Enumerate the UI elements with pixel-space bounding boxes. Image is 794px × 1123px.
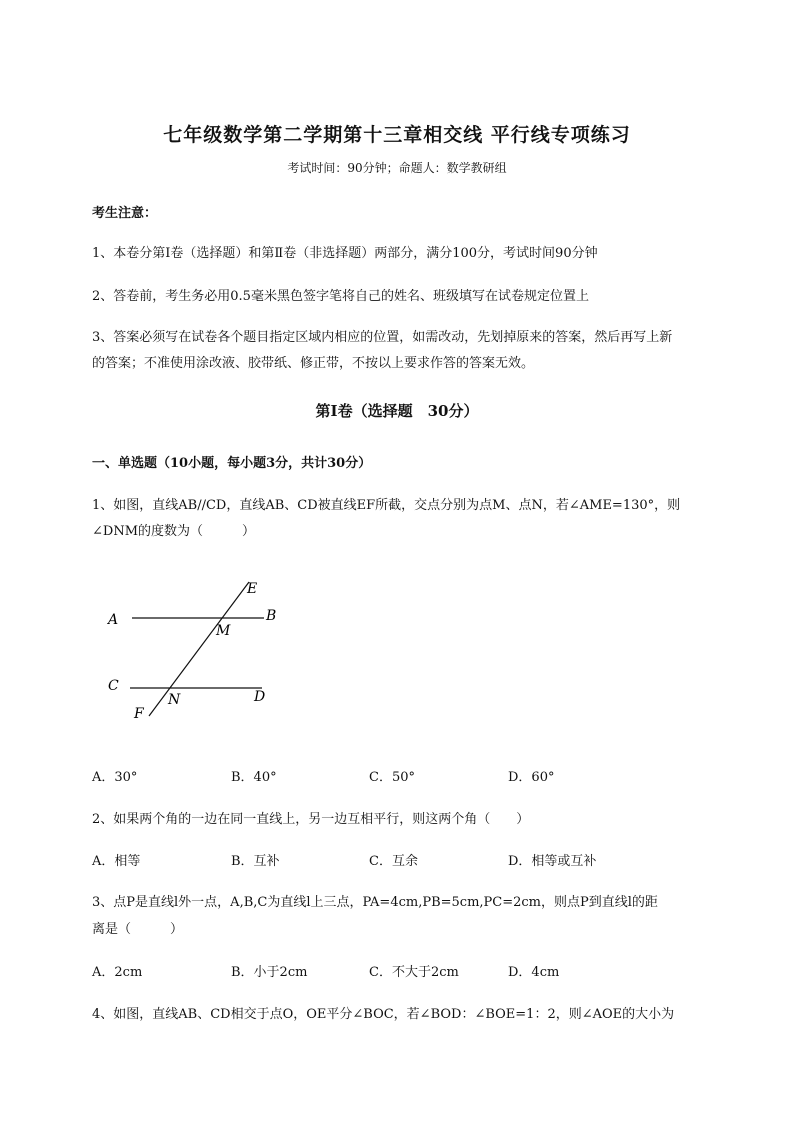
question-2-text: 2、如果两个角的一边在同一直线上，另一边互相平行，则这两个角（ ） bbox=[92, 812, 530, 827]
notice-item: 3、答案必须写在试卷各个题目指定区域内相应的位置，如需改动，先划掉原来的答案，然后再写上新 bbox=[92, 330, 673, 345]
option-b[interactable]: B．互补 bbox=[231, 854, 280, 869]
option-d[interactable]: D．相等或互补 bbox=[508, 854, 597, 869]
question-3-text: 离是（ ） bbox=[92, 922, 184, 937]
question-3-text: 3、点P是直线l外一点，A,B,C为直线l上三点，PA=4cm,PB=5cm,PC=2cm，则点P到直线l的距 bbox=[92, 895, 658, 910]
parallel-lines-figure bbox=[92, 570, 292, 730]
option-b[interactable]: B．40° bbox=[231, 770, 277, 785]
label-b: B bbox=[266, 608, 277, 624]
paper-title: 七年级数学第二学期第十三章相交线 平行线专项练习 bbox=[163, 124, 631, 146]
label-m: M bbox=[216, 623, 231, 639]
question-1-text: 1、如图，直线AB//CD，直线AB、CD被直线EF所截，交点分别为点M、点N，若∠AME=130°，则 bbox=[92, 498, 681, 513]
option-a[interactable]: A．2cm bbox=[92, 965, 143, 980]
label-a: A bbox=[108, 612, 119, 628]
option-c[interactable]: C．50° bbox=[369, 770, 415, 785]
notice-item: 1、本卷分第Ⅰ卷（选择题）和第Ⅱ卷（非选择题）两部分，满分100分，考试时间90分钟 bbox=[92, 246, 598, 261]
notice-item: 的答案；不准使用涂改液、胶带纸、修正带，不按以上要求作答的答案无效。 bbox=[92, 356, 535, 371]
option-a[interactable]: A．30° bbox=[92, 770, 138, 785]
option-d[interactable]: D．60° bbox=[508, 770, 555, 785]
option-a[interactable]: A．相等 bbox=[92, 854, 141, 869]
line-ef bbox=[149, 582, 249, 716]
label-f: F bbox=[134, 706, 144, 722]
label-c: C bbox=[108, 678, 119, 694]
label-d: D bbox=[254, 689, 266, 705]
option-b[interactable]: B．小于2cm bbox=[231, 965, 308, 980]
part-heading: 一、单选题（10小题，每小题3分，共计30分） bbox=[92, 456, 372, 471]
notice-heading: 考生注意： bbox=[92, 206, 158, 221]
label-e: E bbox=[247, 581, 258, 597]
label-n: N bbox=[168, 692, 181, 708]
option-d[interactable]: D．4cm bbox=[508, 965, 560, 980]
exam-info: 考试时间：90分钟；命题人：数学教研组 bbox=[287, 161, 507, 175]
notice-item: 2、答卷前，考生务必用0.5毫米黑色签字笔将自己的姓名、班级填写在试卷规定位置上 bbox=[92, 289, 589, 304]
option-c[interactable]: C．互余 bbox=[369, 854, 418, 869]
option-c[interactable]: C．不大于2cm bbox=[369, 965, 459, 980]
section-title: 第Ⅰ卷（选择题 30分） bbox=[315, 402, 479, 420]
question-1-text: ∠DNM的度数为（ ） bbox=[92, 524, 256, 539]
question-4-text: 4、如图，直线AB、CD相交于点O，OE平分∠BOC，若∠BOD：∠BOE=1：2，则∠AOE的大小为 bbox=[92, 1007, 675, 1022]
